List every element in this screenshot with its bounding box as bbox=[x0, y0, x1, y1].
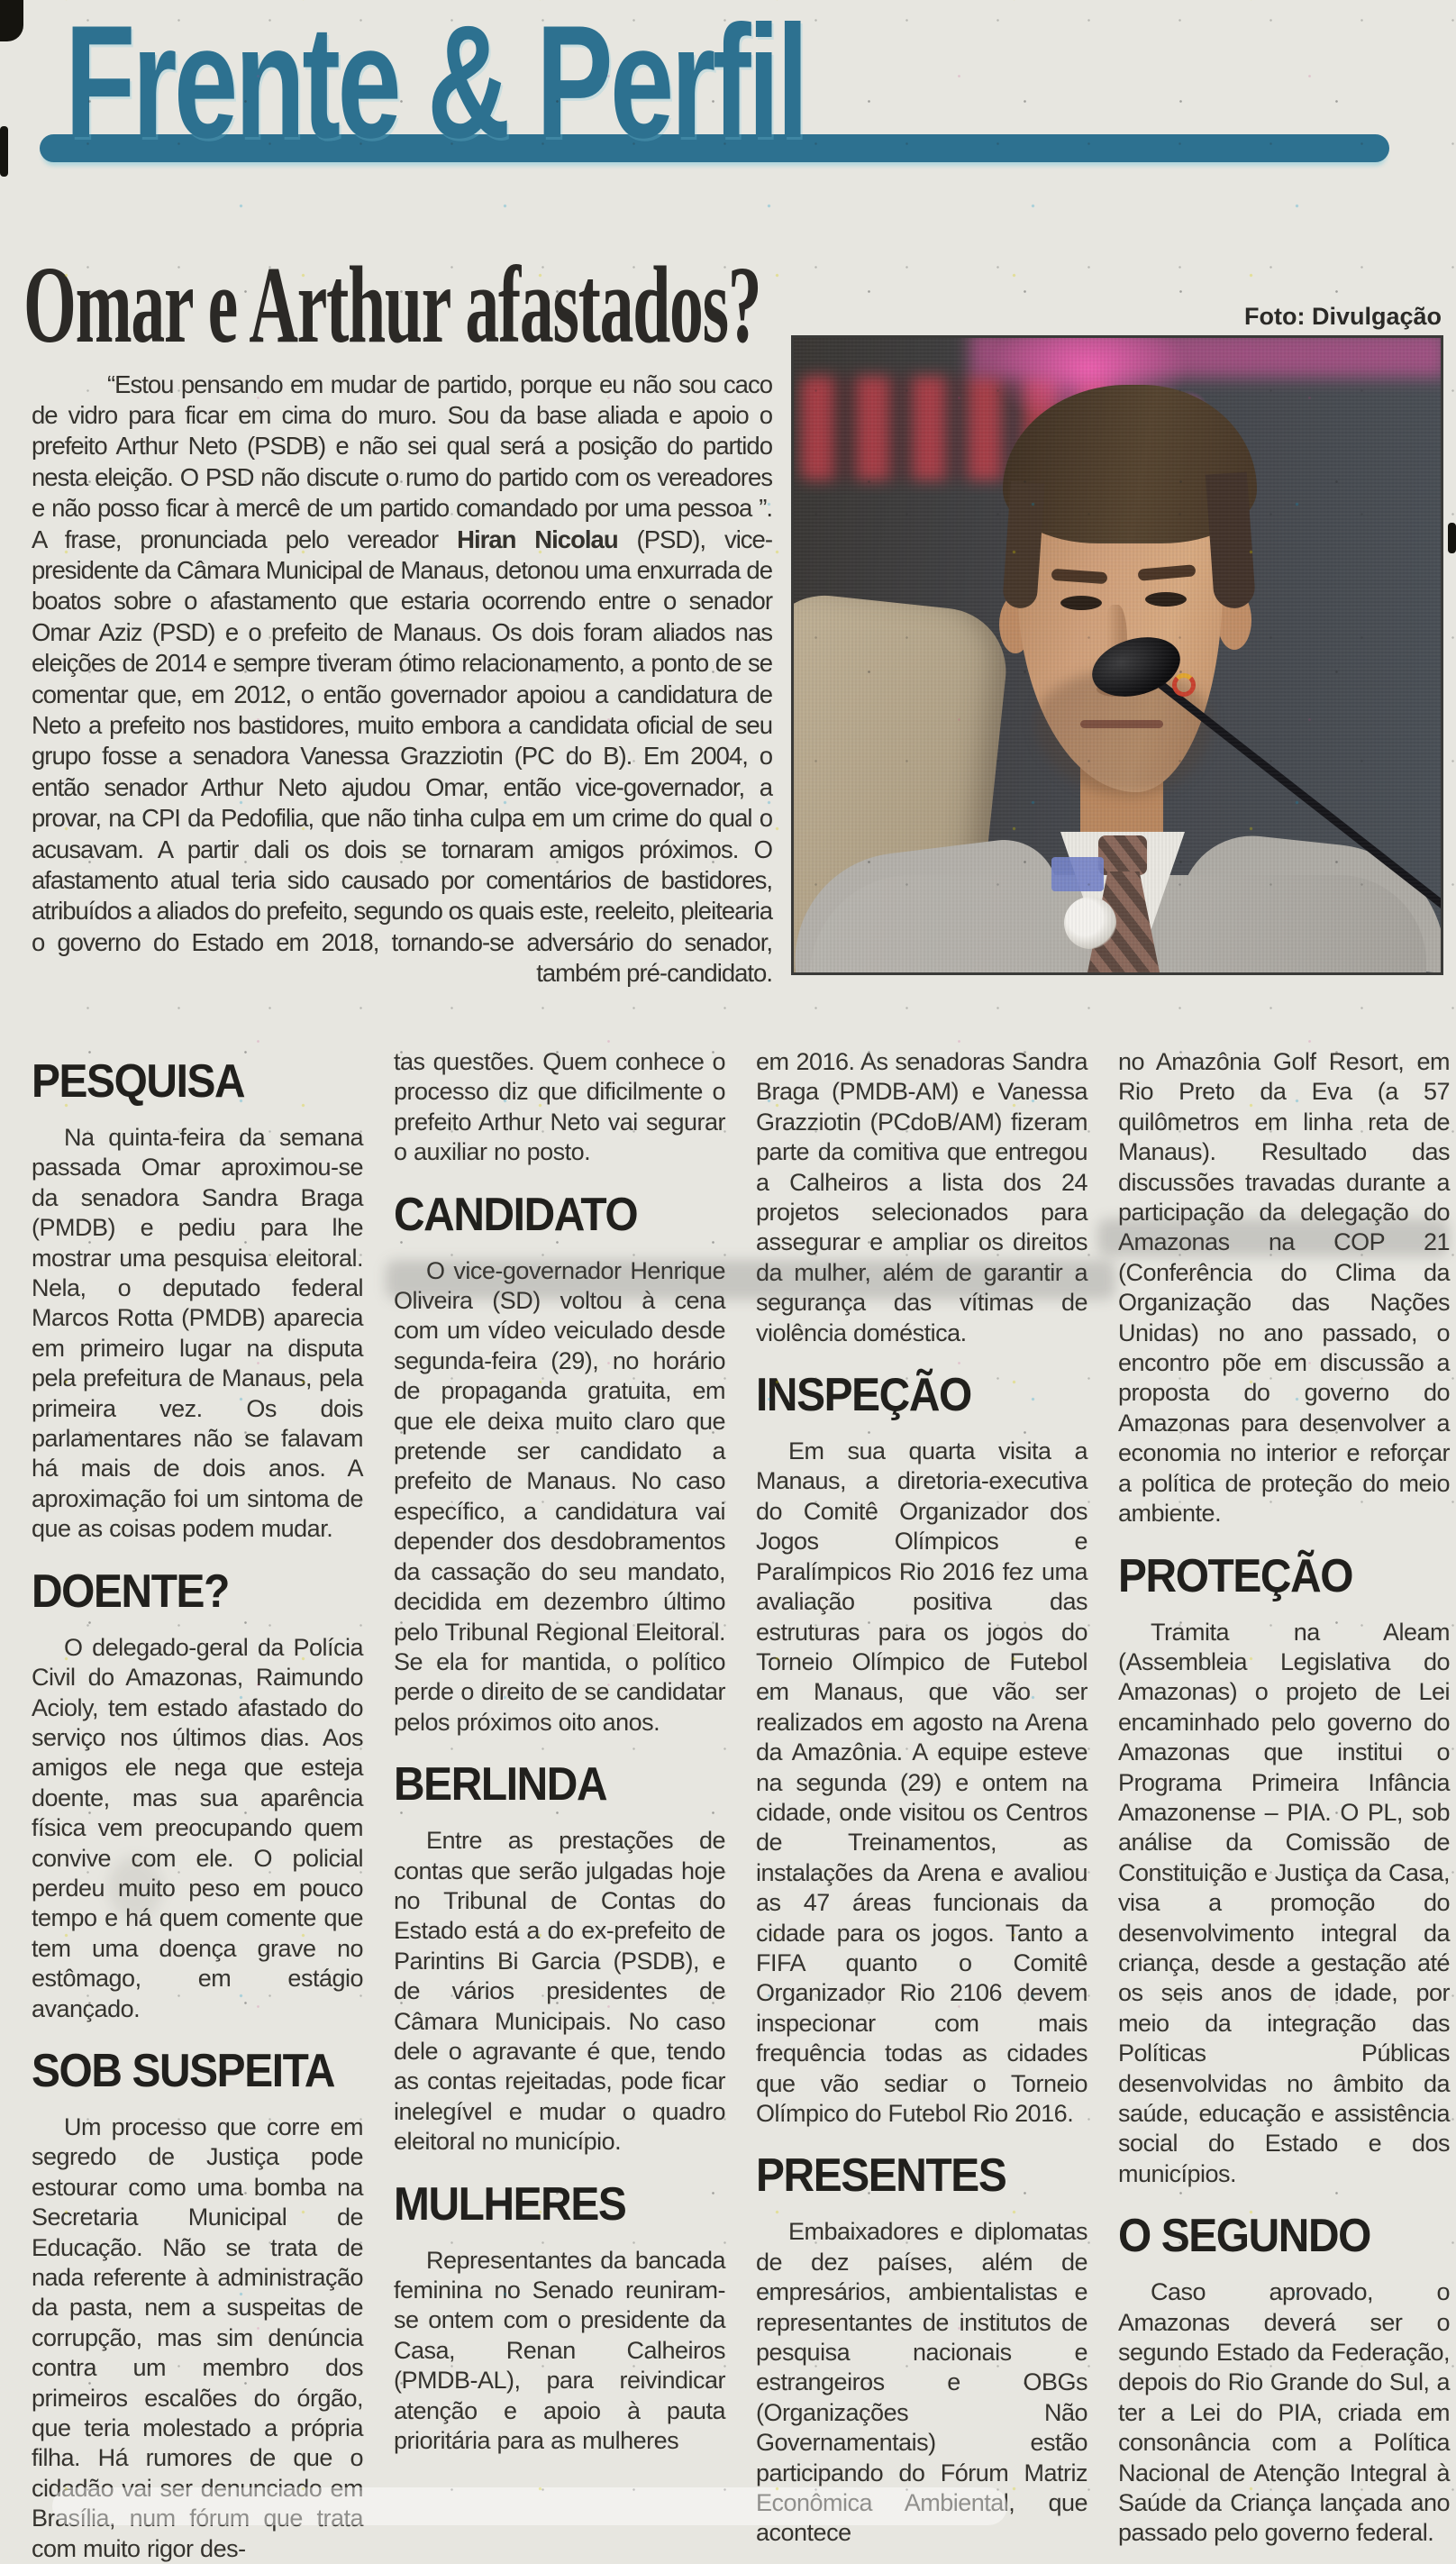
halftone-grain-overlay bbox=[794, 338, 1441, 972]
scan-artifact bbox=[0, 0, 23, 41]
column-1 bbox=[32, 1047, 363, 2564]
section-heading: BERLINDA bbox=[394, 1758, 607, 1811]
section-heading: MULHERES bbox=[394, 2177, 626, 2231]
intro-text-run: “Estou pensando em mudar de partido, porque eu não sou caco de vidro para ficar em cima do muro. Sou da base aliada e apoio o prefeito Arthur Neto (PSDB) e não sei qual será a posição do partido nesta eleição. O PSD não discute o rumo do partido com os vereadores e não posso ficar à mercê de um partido comandado por uma pessoa ”. A frase, pronunciada pelo vereador bbox=[32, 370, 772, 553]
article-paragraph: O vice-governador Henrique Oliveira (SD) voltou à cena com um vídeo veiculado desde segunda-feira (29), no horário de propaganda gratuita, em que ele deixa muito claro que pretende ser candidato a prefeito de Manaus. No caso específico, a candidatura vai depender dos desdobramentos da cassação do seu mandato, decidida em dezembro último pelo Tribunal Regional Eleitoral. Se ela for mantida, o político perde o direito de se candidatar pelos próximos oito anos. bbox=[394, 1256, 725, 1736]
politician-photo bbox=[791, 335, 1443, 975]
section-heading: INSPEÇÃO bbox=[756, 1369, 971, 1422]
scan-artifact bbox=[52, 2487, 1007, 2525]
article-paragraph: Representantes da bancada feminina no Senado reuniram-se ontem com o presidente da Casa, Renan Calheiros (PMDB-AL), para reivindicar atenção e apoio à pauta prioritária para as mulheres bbox=[394, 2246, 725, 2455]
section-heading: DOENTE? bbox=[32, 1565, 229, 1618]
article-paragraph: tas questões. Quem conhece o processo diz que dificilmente o prefeito Arthur Neto vai segurar o auxiliar no posto. bbox=[394, 1048, 725, 1166]
masthead-title: Frente & Perfil bbox=[65, 0, 805, 171]
article-paragraph: Caso aprovado, o Amazonas deverá ser o segundo Estado da Federação, depois do Rio Grande do Sul, a ter a Lei do PIA, criada em consonância com a Política Nacional de Atenção Integral à Saúde da Criança lançada ano passado pelo governo federal. bbox=[1118, 2278, 1450, 2547]
intro-text-run: (PSD), vice-presidente da Câmara Municipal de Manaus, detonou uma enxurrada de boatos sobre o afastamento que estaria ocorrendo entre o senador Omar Aziz (PSD) e o prefeito de Manaus. Os dois foram aliados nas eleições de 2014 e sempre tiveram ótimo relacionamento, a ponto de se comentar que, em 2012, o então governador apoiou a candidatura de Neto a prefeito nos bastidores, muito embora a candidata oficial de seu grupo fosse a senadora Vanessa Grazziotin (PC do B). Em 2004, o então senador Arthur Neto ajudou Omar, então vice-governador, a provar, na CPI da Pedofilia, que não tinha culpa em um crime do qual o acusavam. A partir dali os dois se tornaram amigos próximos. O afastamento atual teria sido causado por comentários de bastidores, atribuídos a aliados do prefeito, segundo os quais este, reeleito, pleitearia o governo do Estado em 2018, tornando-se adversário do senador, também pré-candidato. bbox=[32, 525, 773, 988]
column-2 bbox=[394, 1047, 725, 2456]
section-heading: PROTEÇÃO bbox=[1118, 1549, 1353, 1602]
article-paragraph: Entre as prestações de contas que serão julgadas hoje no Tribunal de Contas do Estado está a do ex-prefeito de Parintins Bi Garcia (PSDB), e de vários presidentes de Câmara Municipais. No caso dele o agravante é que, tendo as contas rejeitadas, pode ficar inelegível e mudar o quadro eleitoral no município. bbox=[394, 1827, 725, 2156]
article-paragraph: Embaixadores e diplomatas de dez países, além de empresários, ambientalistas e representantes de institutos de pesquisa nacionais e estrangeiros e OBGs (Organizações Não Governamentais) estão participando do Fórum Matriz Econômica Ambiental, que acontece bbox=[756, 2218, 1087, 2547]
section-heading: SOB SUSPEITA bbox=[32, 2044, 335, 2097]
scan-artifact bbox=[1448, 523, 1456, 553]
section-heading: CANDIDATO bbox=[394, 1188, 638, 1241]
article-paragraph: Em sua quarta visita a Manaus, a diretoria-executiva do Comitê Organizador dos Jogos Olímpicos e Paralímpicos Rio 2016 fez uma avaliação positiva das estruturas para os jogos do Torneio Olímpico de Futebol em Manaus, que vão ser realizados em agosto na Arena da Amazônia. A equipe esteve na segunda (29) e ontem na cidade, onde visitou os Centros de Treinamentos, as instalações da Arena e avaliou as 47 áreas funcionais da cidade para os jogos. Tanto a FIFA quanto o Comitê Organizador Rio 2106 devem inspecionar com mais frequência todas as cidades que vão sediar o Torneio Olímpico do Futebol Rio 2016. bbox=[756, 1437, 1087, 2127]
column-3 bbox=[756, 1047, 1087, 2549]
article-paragraph: O delegado-geral da Polícia Civil do Amazonas, Raimundo Acioly, tem estado afastado do serviço nos últimos dias. Aos amigos ele nega que esteja doente, mas sua aparência física vem preocupando quem convive com ele. O policial perdeu muito peso em pouco tempo e há quem comente que tem uma doença grave no estômago, em estágio avançado. bbox=[32, 1633, 363, 2022]
article-paragraph: em 2016. As senadoras Sandra Braga (PMDB-AM) e Vanessa Grazziotin (PCdoB/AM) fizeram parte da comitiva que entregou a Calheiros a lista dos 24 projetos selecionados para assegurar e ampliar os direitos da mulher, além de garantir a segurança das vítimas de violência doméstica. bbox=[756, 1048, 1087, 1346]
intro-bold-name: Hiran Nicolau bbox=[457, 525, 618, 553]
section-heading: PESQUISA bbox=[32, 1055, 245, 1108]
photo-credit: Foto: Divulgação bbox=[1243, 303, 1442, 330]
article-headline: Omar e Arthur afastados? bbox=[23, 243, 761, 366]
scan-artifact bbox=[0, 126, 8, 177]
article-paragraph: Tramita na Aleam (Assembleia Legislativa do Amazonas) o projeto de Lei encaminhado pelo governo do Amazonas que institui o Programa Primeira Infância Amazonense – PIA. O PL, sob análise da Comissão de Constituição e Justiça da Casa, visa a promoção do desenvolvimento integral da criança, desde a gestação até os seis anos de idade, por meio da integração das Políticas Públicas desenvolvidas no âmbito da saúde, educação e assistência social do Estado e dos municípios. bbox=[1118, 1618, 1450, 2187]
column-4 bbox=[1118, 1047, 1450, 2549]
section-heading: PRESENTES bbox=[756, 2149, 1006, 2203]
article-paragraph: Um processo que corre em segredo de Justiça pode estourar como uma bomba na Secretaria Municipal de Educação. Não se trata de nada referente à administração da pasta, nem a suspeitas de corrupção, mas sim denúncia contra um membro dos primeiros escalões do órgão, que teria molestado a própria filha. Há rumores de que o cidadão vai ser denunciado em Brasília, num fórum que trata com muito rigor des- bbox=[32, 2112, 363, 2562]
intro-paragraph bbox=[32, 370, 772, 990]
article-paragraph: no Amazônia Golf Resort, em Rio Preto da Eva (a 57 quilômetros em linha reta de Manaus). Resultado das discussões travadas durante a participação da delegação do Amazonas na COP 21 (Conferência do Clima da Organização das Nações Unidas) no ano passado, o encontro põe em discussão a proposta do governo do Amazonas para desenvolver a economia no interior e reforçar a política de proteção do meio ambiente. bbox=[1118, 1048, 1450, 1528]
article-paragraph: Na quinta-feira da semana passada Omar aproximou-se da senadora Sandra Braga (PMDB) e pediu para lhe mostrar uma pesquisa eleitoral. Nela, o deputado federal Marcos Rotta (PMDB) aparecia em primeiro lugar na disputa pela prefeitura de Manaus, pela primeira vez. Os dois parlamentares não se falavam há mais de dois anos. A aproximação foi um sintoma de que as coisas podem mudar. bbox=[32, 1124, 363, 1543]
section-heading: O SEGUNDO bbox=[1118, 2210, 1370, 2263]
